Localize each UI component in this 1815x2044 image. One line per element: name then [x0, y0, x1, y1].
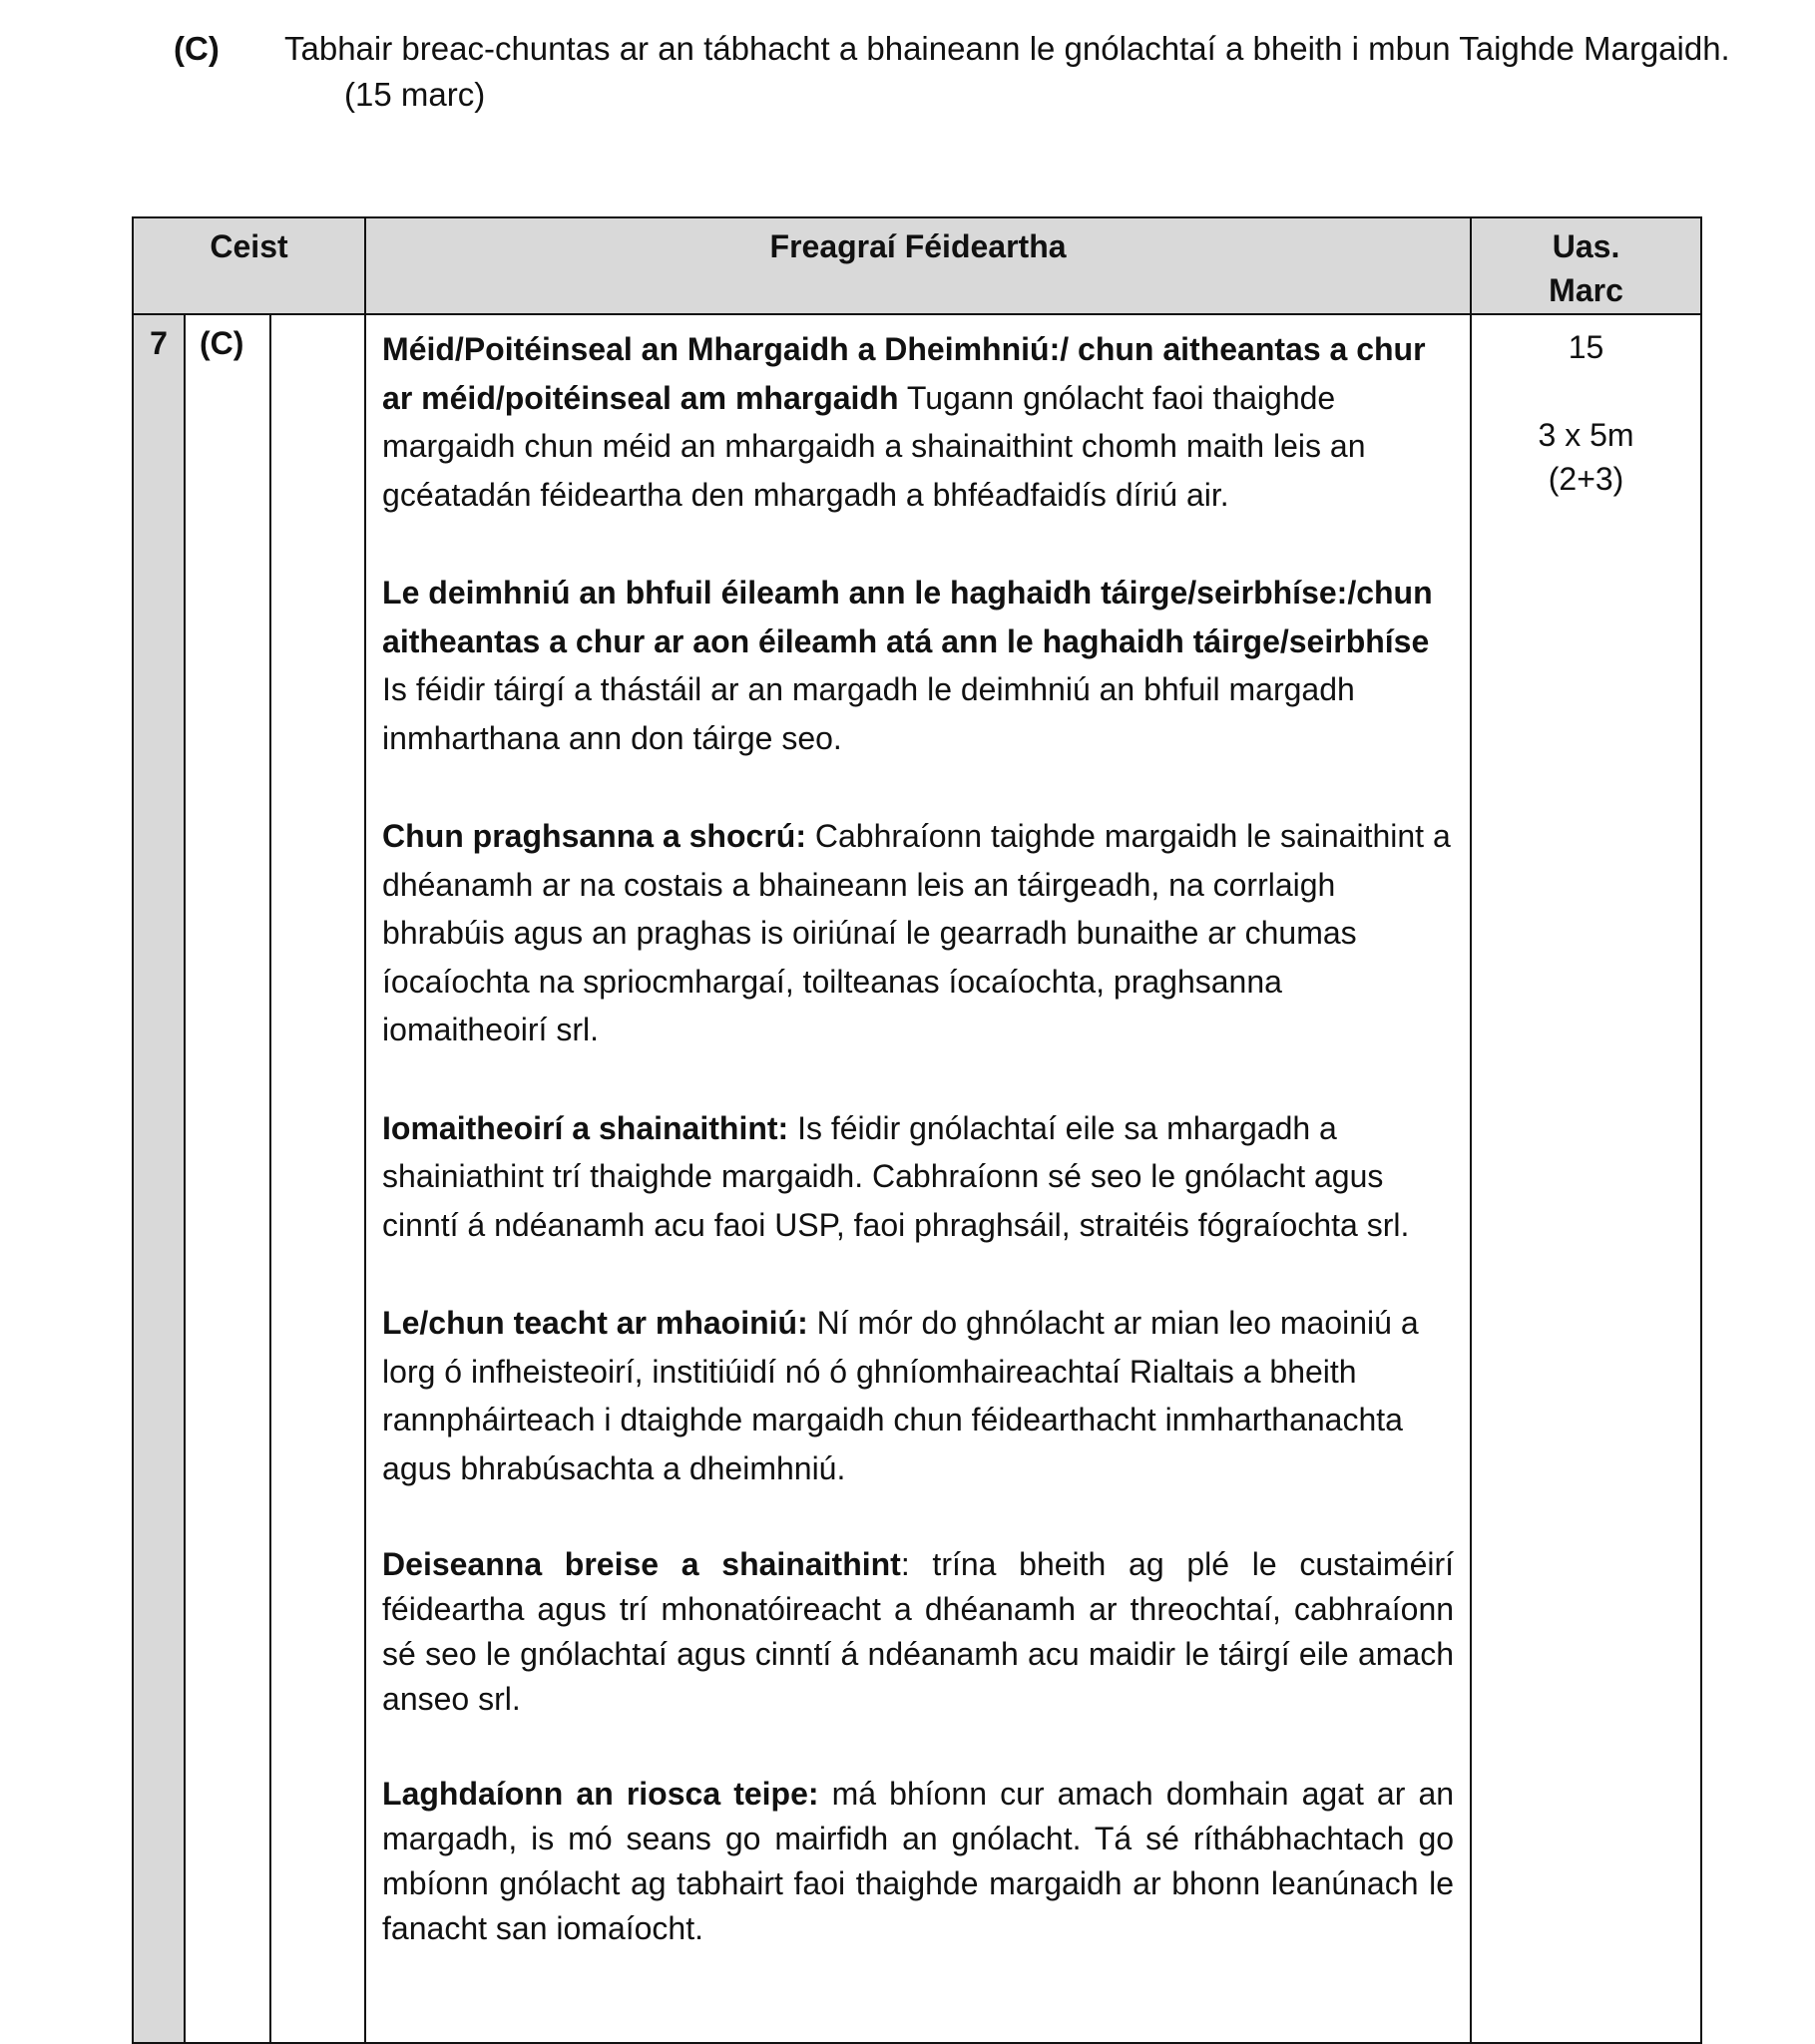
answer-text: Ní mór do ghnólacht ar mian leo maoiniú a lorg ó infheisteoirí, institiúidí nó ó ghníomhaireachtaí Rialtais a bheith rannpháirteach i dtaighde margaidh chun féidearthacht inmharthanachta agus bhrabúsachta a dheimhniú. [382, 1305, 1419, 1486]
answer-text: má bhíonn cur amach domhain agat ar an margadh, is mó seans go mairfidh an gnólacht. Tá sé ríthábhachtach go mbíonn gnólacht ag tabhairt faoi thaighde margaidh ar bhonn leanúnach le fanacht san iomaíocht. [382, 1776, 1455, 1946]
question-number: 7 [133, 314, 185, 2043]
answer-block [382, 1104, 1454, 1250]
answer-block [382, 325, 1454, 519]
table-row [133, 314, 1701, 2043]
question-label: (C) [174, 30, 220, 67]
answer-text: : trína bheith ag plé le custaiméirí féideartha agus trí mhonatóireacht a dhéanamh ar threochtaí, cabhraíonn sé seo le gnólachtaí agus cinntí á ndéanamh acu maidir le táirgí eile amach anseo srl. [382, 1546, 1455, 1717]
empty-cell [270, 314, 365, 2043]
marks-split: (2+3) [1548, 461, 1624, 497]
answer-text: Is féidir táirgí a thástáil ar an margadh le deimhniú an bhfuil margadh inmharthana ann don táirge seo. [382, 671, 1355, 756]
header-answers: Freagraí Féideartha [365, 217, 1471, 314]
question-text: Tabhair breac-chuntas ar an tábhacht a bhaineann le gnólachtaí a bheith i mbun Taighde Margaidh. [284, 30, 1730, 67]
answer-heading: Méid/Poitéinseal an Mhargaidh a Dheimhniú:/ chun aitheantas a chur ar méid/poitéinseal am mhargaidh [382, 331, 1426, 416]
header-question: Ceist [133, 217, 365, 314]
answer-heading: Laghdaíonn an riosca teipe: [382, 1776, 819, 1812]
answer-block [382, 812, 1454, 1054]
answers-cell [365, 314, 1471, 2043]
header-max-marks [1471, 217, 1701, 314]
marking-scheme-table [132, 216, 1702, 2044]
answer-text: Is féidir gnólachtaí eile sa mhargadh a shainiathint trí thaighde margaidh. Cabhraíonn sé seo le gnólacht agus cinntí á ndéanamh acu faoi USP, faoi phraghsáil, straitéis fógraíochta srl. [382, 1109, 1410, 1243]
question-text-wrap [284, 26, 1781, 118]
question-marks: (15 marc) [344, 76, 486, 113]
answer-block [382, 569, 1454, 762]
answer-heading: Le/chun teacht ar mhaoiniú: [382, 1305, 808, 1341]
answer-heading: Iomaitheoirí a shainaithint: [382, 1109, 789, 1146]
answer-block [382, 1772, 1454, 1951]
table-header-row [133, 217, 1701, 314]
answer-block [382, 1542, 1454, 1722]
marks-spacer [1473, 369, 1699, 413]
question-part: (C) [185, 314, 270, 2043]
answer-text: Cabhraíonn taighde margaidh le sainaithint a dhéanamh ar na costais a bhaineann leis an táirgeadh, na corrlaigh bhrabúis agus an praghas is oiriúnaí le gearradh bunaithe ar chumas íocaíochta na spriocmhargaí, toilteanas íocaíochta, praghsanna iomaitheoirí srl. [382, 818, 1451, 1047]
answer-heading: Deiseanna breise a shainaithint [382, 1546, 901, 1582]
marks-total: 15 [1568, 329, 1604, 365]
answer-text: Tugann gnólacht faoi thaighde margaidh chun méid an mhargaidh a shainaithint chomh maith leis an gcéatadán féideartha den mhargadh a bhféadfaidís díriú air. [382, 379, 1366, 513]
answer-heading: Chun praghsanna a shocrú: [382, 818, 806, 854]
header-max-marks-line1: Uas. [1552, 228, 1620, 264]
marks-cell [1471, 314, 1701, 2043]
answer-heading: Le deimhniú an bhfuil éileamh ann le haghaidh táirge/seirbhíse:/chun aitheantas a chur ar aon éileamh atá ann le haghaidh táirge/seirbhíse [382, 575, 1433, 659]
answer-block [382, 1299, 1454, 1492]
header-max-marks-line2: Marc [1549, 272, 1623, 308]
marks-breakdown: 3 x 5m [1538, 417, 1634, 453]
